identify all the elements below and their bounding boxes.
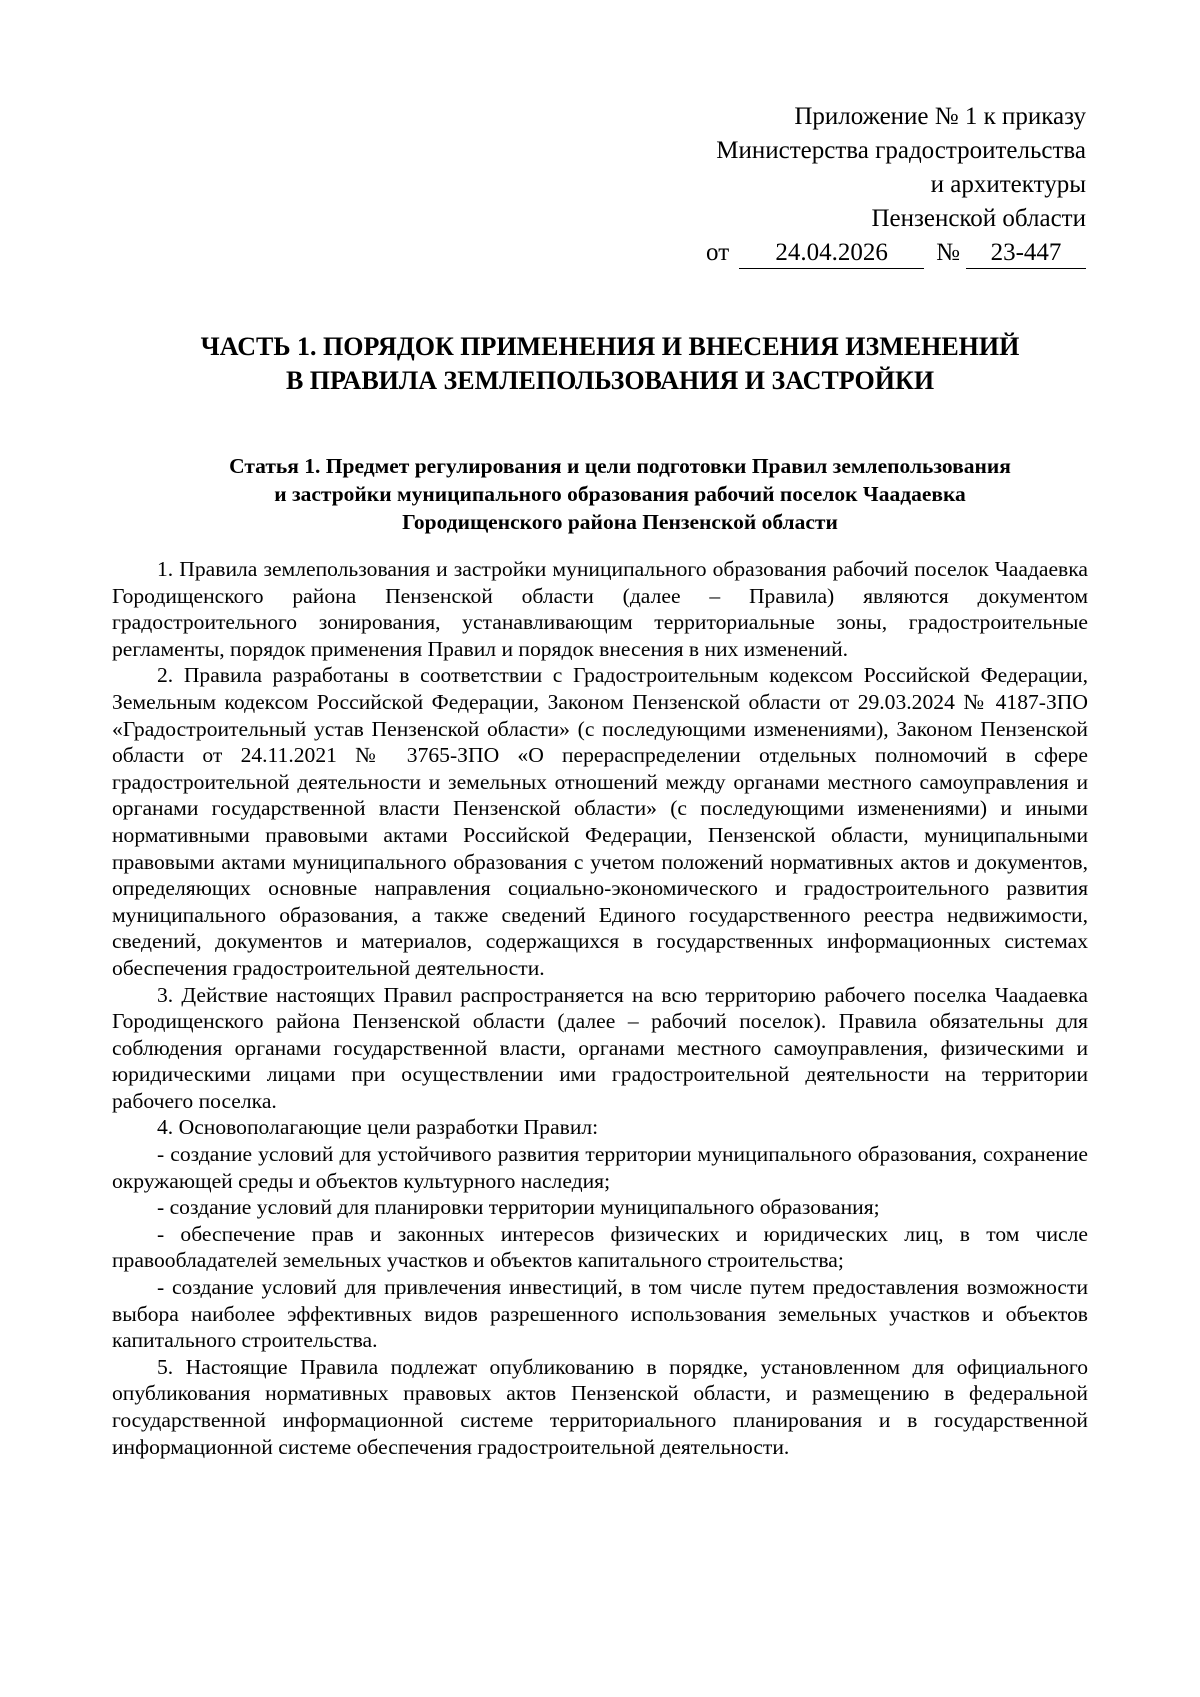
appendix-header — [706, 100, 1086, 270]
from-label: от — [706, 239, 730, 266]
paragraph-2: 2. Правила разработаны в соответствии с Градостроительным кодексом Российской Федерации, Земельным кодексом Российской Федерации, Законом Пензенской области от 29.03.2024 № 4187-ЗПО «Градостроительный устав Пензенской области» (с последующими изменениями), Законом Пензенской области от 24.11.2021 № 3765-ЗПО «О перераспределении отдельных полномочий в сфере градостроительной деятельности и земельных отношений между органами местного самоуправления и органами государственной власти Пензенской области» (с последующими изменениями) и иными нормативными правовыми актами Российской Федерации, Пензенской области, муниципальными правовыми актами муниципального образования с учетом положений нормативных актов и документов, определяющих основные направления социально-экономического и градостроительного развития муниципального образования, а также сведений Единого государственного реестра недвижимости, сведений, документов и материалов, содержащихся в государственных информационных системах обеспечения градостроительной деятельности. — [112, 663, 1088, 980]
appendix-line-3: и архитектуры — [930, 171, 1086, 198]
appendix-line-4: Пензенской области — [871, 205, 1086, 232]
order-number: 23-447 — [966, 238, 1086, 269]
goal-item-1: - создание условий для устойчивого развития территории муниципального образования, сохранение окружающей среды и объектов культурного наследия; — [112, 1142, 1088, 1193]
article-body — [112, 556, 1088, 1460]
paragraph-5: 5. Настоящие Правила подлежат опубликованию в порядке, установленном для официального опубликования нормативных правовых актов Пензенской области, и размещению в федеральной государственной информационной системе территориального планирования и в государственной информационной системе обеспечения градостроительной деятельности. — [112, 1354, 1088, 1459]
appendix-line-2: Министерства градостроительства — [716, 137, 1086, 164]
paragraph-3: 3. Действие настоящих Правил распространяется на всю территорию рабочего поселка Чаадаевка Городищенского района Пензенской области (далее – рабочий поселок). Правила обязательны для соблюдения органами государственной власти, органами местного самоуправления, физическими и юридическими лицами при осуществлении ими градостроительной деятельности на территории рабочего поселка. — [112, 982, 1088, 1113]
goal-item-3: - обеспечение прав и законных интересов физических и юридических лиц, в том числе правообладателей земельных участков и объектов капитального строительства; — [112, 1221, 1088, 1273]
article-title — [130, 452, 1110, 536]
part-title-line-2: В ПРАВИЛА ЗЕМЛЕПОЛЬЗОВАНИЯ И ЗАСТРОЙКИ — [285, 366, 935, 395]
article-title-line-1: Статья 1. Предмет регулирования и цели подготовки Правил землепользования — [229, 454, 1011, 478]
paragraph-1: 1. Правила землепользования и застройки муниципального образования рабочий поселок Чаадаевка Городищенского района Пензенской области (далее – Правила) являются документом градостроительного зонирования, устанавливающим территориальные зоны, градостроительные регламенты, порядок применения Правил и порядок внесения в них изменений. — [112, 557, 1088, 661]
paragraph-4: 4. Основополагающие цели разработки Правил: — [157, 1115, 599, 1140]
appendix-date-line — [706, 236, 1086, 270]
appendix-line-1: Приложение № 1 к приказу — [794, 103, 1086, 130]
goal-item-4: - создание условий для привлечения инвестиций, в том числе путем предоставления возможности выбора наиболее эффективных видов разрешенного использования земельных участков и объектов капитального строительства. — [112, 1275, 1088, 1353]
goal-item-2: - создание условий для планировки территории муниципального образования; — [157, 1195, 880, 1220]
article-title-line-3: Городищенского района Пензенской области — [402, 510, 838, 534]
part-title — [130, 330, 1090, 398]
article-title-line-2: и застройки муниципального образования рабочий поселок Чаадаевка — [274, 482, 966, 506]
part-title-line-1: ЧАСТЬ 1. ПОРЯДОК ПРИМЕНЕНИЯ И ВНЕСЕНИЯ ИЗМЕНЕНИЙ — [200, 332, 1020, 361]
number-sign: № — [936, 239, 960, 266]
order-date: 24.04.2026 — [739, 238, 924, 269]
